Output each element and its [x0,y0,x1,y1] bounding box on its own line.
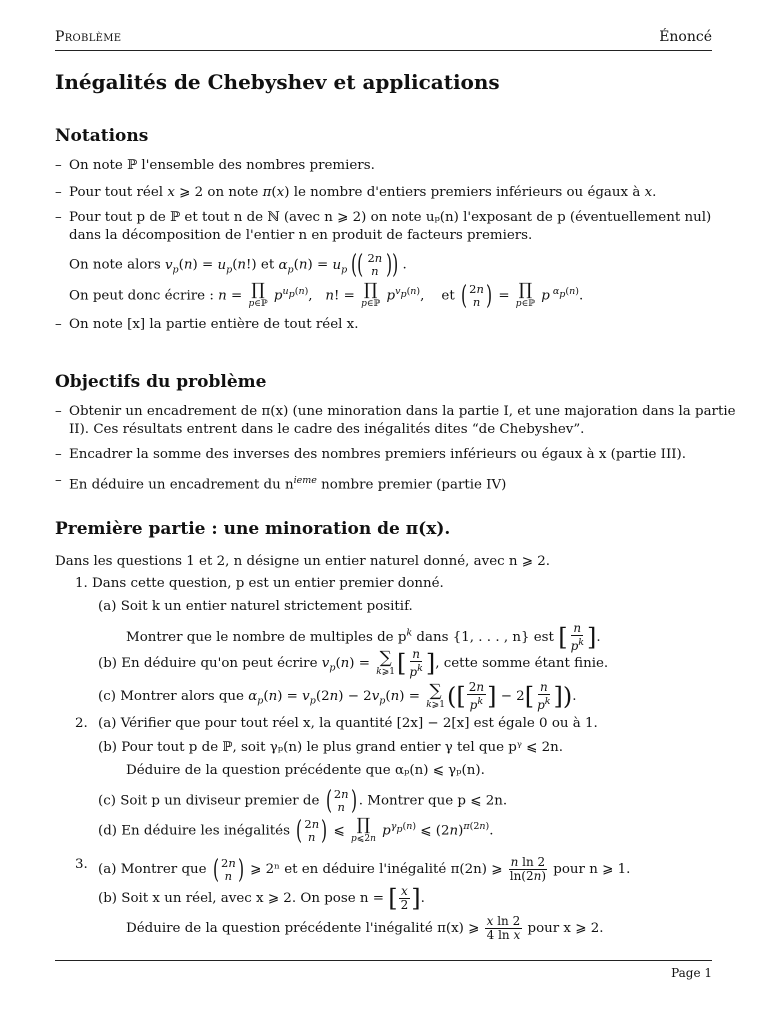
question-1b: (b) En déduire qu'on peut écrire $v_p(n)$ = ∑ k⩾1 [ $\frac{n}{p^k}$ ], cette somme étant finie. [98,647,609,679]
question-1b-a: (b) En déduire qu'on peut écrire [98,656,322,671]
bullet-dash: – [55,185,62,200]
notation-2-a: Pour tout réel [69,185,168,200]
objectif-3-b: nombre premier (partie IV) [316,477,507,493]
sum-symbol: ∑ k⩾1 [426,680,445,710]
binom-2n-n: ( 2n n ) [212,854,244,885]
binom-2n-n: ( 2n n ) [296,816,328,846]
notation-2: Pour tout réel x ⩾ 2 on note π(x) le nombre d'entiers premiers inférieurs ou égaux à x. [69,185,657,200]
question-3b-c: Déduire de la question précédente l'inégalité π(x) ⩾ [126,921,484,936]
page-number: Page 1 [671,966,712,980]
notation-2-b: on note [203,185,263,200]
question-1c: (c) Montrer alors que $\alpha_p(n) = v_p(2n) - 2v_p(n)$ = ∑ k⩾1 ([ $\frac{2n}{p^k}$ ] − 2[ $\frac{n}{p^k}$ ]). [98,680,577,712]
running-header [55,29,712,49]
question-3a [98,856,630,883]
notation-3-line4: On peut donc écrire : n = ∏ p∈ℙ $p^{u_p(n)}$, n! = ∏ p∈ℙ $p^{v_p(n)}$, et ( 2n n ) = ∏ p∈ℙ p $^{\alpha_p(n)}$. [69,280,584,311]
notation-3-line1: Pour tout p de ℙ et tout n de ℕ (avec n ⩾ 2) on note uₚ(n) l'exposant de p (éventuellement nul) [69,210,712,225]
fraction-xln2-4lnx: $\frac{\text{x ln 2}}{\text{4 ln x}}$ [486,914,521,942]
fraction-nln2-ln2n: $\frac{\text{n ln 2}}{\ln(2n)}$ [509,855,547,883]
question-3a-a: (a) Montrer que [98,862,211,877]
question-3b-line1: (b) Soit x un réel, avec x ⩾ 2. On pose n = [ $\frac{x}{2}$ ]. [98,884,425,913]
question-2: 2. [75,716,88,731]
notation-2-c: le nombre d'entiers premiers inférieurs ou égaux à [289,185,645,200]
objectif-1-line2: II). Ces résultats entrent dans le cadre des inégalités dites “de Chebyshev”. [69,422,585,437]
notation-3-line3-b: et [256,257,279,273]
header-right: Énoncé [659,29,712,45]
bullet-dash: – [55,210,62,225]
header-rule [55,50,712,51]
question-2b-line2: Déduire de la question précédente que αₚ(n) ⩽ γₚ(n). [126,763,485,778]
question-1a-line1: (a) Soit k un entier naturel strictement positif. [98,599,413,614]
partie1-intro: Dans les questions 1 et 2, n désigne un entier naturel donné, avec n ⩾ 2. [55,554,551,569]
question-3a-c: pour n ⩾ 1. [549,862,631,877]
product-symbol: ∏ p∈ℙ [361,280,381,309]
question-1b-b: , cette somme étant finie. [435,656,609,671]
question-1c-a: (c) Montrer alors que [98,689,249,704]
fraction-n-pk: $\frac{n}{p^k}$ [409,647,423,679]
question-1a-a: Montrer que le nombre de multiples de p [126,630,407,645]
bullet-dash: – [55,473,62,488]
bullet-dash: – [55,317,62,332]
question-3b-line2 [126,915,603,942]
fraction-x-2: $\frac{x}{2}$ [400,884,409,912]
bullet-dash: – [55,447,62,462]
notation-4: On note [x] la partie entière de tout réel x. [69,317,359,332]
bullet-dash: – [55,404,62,419]
notation-3-line3: On note alors $v_p(n) = u_p(n!)$ et $\alpha_p(n) = u_p$ (( 2n n )) . [69,250,407,280]
question-1a-b: dans {1, . . . , n} est [412,630,559,645]
question-1a-line2: Montrer que le nombre de multiples de $p^k$ dans {1, . . . , n} est [ $\frac{n}{p^k}$ ]. [126,621,601,653]
notation-3-line2: dans la décomposition de l'entier n en produit de facteurs premiers. [69,228,533,243]
question-3a-b: ⩾ 2ⁿ et en déduire l'inégalité π(2n) ⩾ [245,862,507,877]
binom-2n-n: ( 2n n ) [325,786,357,816]
fraction-2n-pk: $\frac{2n}{p^k}$ [468,680,485,712]
objectif-1-line1: Obtenir un encadrement de π(x) (une minoration dans la partie I, et une majoration dans la partie [69,404,736,419]
header-left: Problème [55,29,122,45]
question-2c-a: (c) Soit p un diviseur premier de [98,793,324,809]
objectif-3-a: En déduire un encadrement du n [69,477,294,493]
product-symbol: ∏ p∈ℙ [515,280,535,309]
notation-1: On note ℙ l'ensemble des nombres premiers. [69,158,375,173]
notation-3-line3-a: On note alors [69,257,165,273]
objectif-3-sup: ieme [293,475,317,486]
binom-2n-n: (( 2n n )) [351,250,399,280]
question-2c-b: . Montrer que p ⩽ 2n. [358,793,508,809]
product-symbol: ∏ p⩽2n [351,815,376,844]
question-3: 3. [75,857,88,872]
question-2b-line1: (b) Pour tout p de ℙ, soit γₚ(n) le plus grand entier γ tel que pᵞ ⩽ 2n. [98,740,563,755]
question-2d: (d) En déduire les inégalités ( 2n n ) ⩽ ∏ p⩽2n $p^{\gamma_p(n)}$ ⩽ $(2n)^{\pi(2n)}$. [98,815,494,846]
binom-2n-n: ( 2n n ) [461,281,493,311]
section-partie1: Première partie : une minoration de π(x). [55,519,451,539]
page-title: Inégalités de Chebyshev et applications [55,70,500,94]
objectif-3 [69,472,506,494]
question-3b-d: pour x ⩾ 2. [523,921,604,936]
question-2c [98,788,507,814]
question-2a: (a) Vérifier que pour tout réel x, la quantité [2x] − 2[x] est égale 0 ou à 1. [98,716,598,731]
bullet-dash: – [55,158,62,173]
question-1: 1. Dans cette question, p est un entier premier donné. [75,576,444,591]
fraction-n-pk: $\frac{n}{p^k}$ [537,680,551,712]
fraction-n-pk: $\frac{n}{p^k}$ [570,621,585,653]
footer-rule [55,960,712,961]
question-3b-a: (b) Soit x un réel, avec x ⩾ 2. On pose n = [98,891,389,906]
section-notations: Notations [55,126,149,146]
objectif-2: Encadrer la somme des inverses des nombres premiers inférieurs ou égaux à x (partie III). [69,447,687,462]
product-symbol: ∏ p∈ℙ [248,280,268,309]
notation-3-line4-a: On peut donc écrire : [69,288,219,304]
section-objectifs: Objectifs du problème [55,372,267,392]
question-2d-a: (d) En déduire les inégalités [98,823,295,839]
sum-symbol: ∑ k⩾1 [376,647,396,677]
